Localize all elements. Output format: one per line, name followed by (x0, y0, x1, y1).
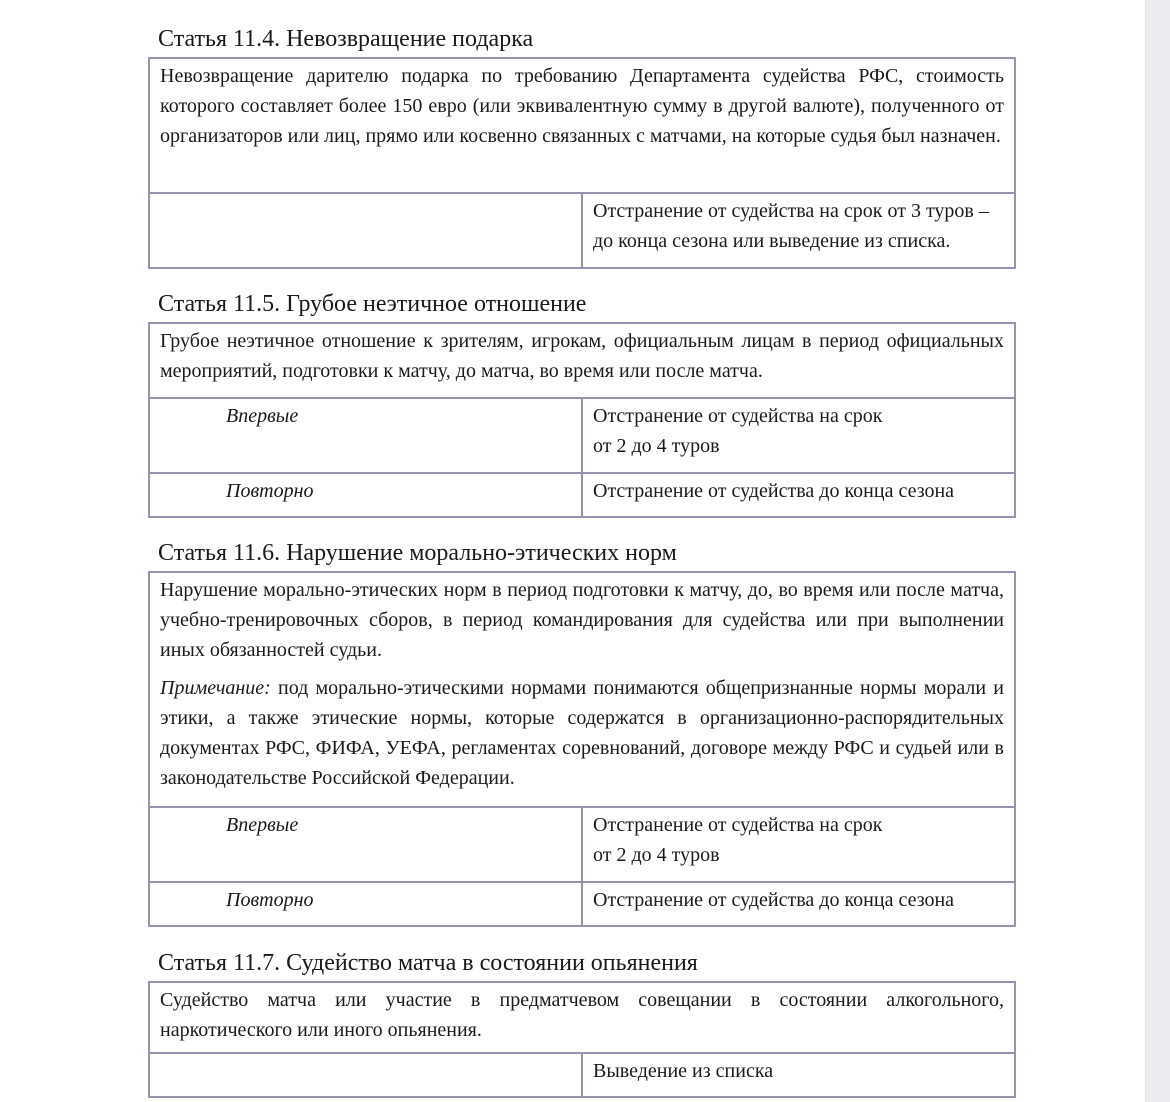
article-table (148, 322, 1016, 518)
condition-cell (149, 398, 582, 473)
condition-cell (149, 473, 582, 517)
article-title: Статья 11.4. Невозвращение подарка (158, 26, 534, 52)
condition-cell (149, 1053, 582, 1097)
sanction-cell (582, 398, 1015, 473)
penalty-row (149, 193, 1015, 268)
note-label: Примечание: (160, 677, 271, 699)
sanction-line: Отстранение от судейства на срок (593, 405, 883, 427)
page-gutter (1145, 0, 1170, 1102)
description-row (149, 58, 1015, 193)
sanction-cell: Отстранение от судейства до конца сезона (582, 473, 1015, 517)
penalty-row (149, 807, 1015, 882)
note-text: под морально-этическими нормами понимаются общепризнанные нормы морали и этики, а также этические нормы, которые содержатся в организационно-распорядительных документах РФС, ФИФА, УЕФА, регламентах соревнований, договоре между РФС и судьей или в законодательстве Российской Федерации. (160, 677, 1004, 789)
article-table (148, 981, 1016, 1098)
condition-cell (149, 193, 582, 268)
sanction-cell: Отстранение от судейства до конца сезона (582, 882, 1015, 926)
sanction-line: от 2 до 4 туров (593, 435, 720, 457)
article-title: Статья 11.6. Нарушение морально-этических норм (158, 540, 677, 566)
article-description-cell (149, 572, 1015, 807)
sanction-line: от 2 до 4 туров (593, 844, 720, 866)
penalty-row (149, 473, 1015, 517)
penalty-row (149, 398, 1015, 473)
sanction-cell: Отстранение от судейства на срок от 3 туров – до конца сезона или выведение из списка. (582, 193, 1015, 268)
condition-label: Повторно (226, 480, 314, 502)
condition-cell (149, 882, 582, 926)
article-description: Нарушение морально-этических норм в период подготовки к матчу, до, во время или после матча, учебно-тренировочных сборов, в период командирования для судейства или при выполнении иных обязанностей судьи. (160, 579, 1004, 661)
condition-label: Впервые (226, 814, 299, 836)
article-table (148, 57, 1016, 269)
sanction-cell: Выведение из списка (582, 1053, 1015, 1097)
article-description: Грубое неэтичное отношение к зрителям, игрокам, официальным лицам в период официальных мероприятий, подготовки к матчу, до матча, во время или после матча. (149, 323, 1015, 398)
condition-cell (149, 807, 582, 882)
sanction-cell (582, 807, 1015, 882)
description-row (149, 323, 1015, 398)
condition-label: Впервые (226, 405, 299, 427)
article-table (148, 571, 1016, 927)
article-title: Статья 11.5. Грубое неэтичное отношение (158, 291, 587, 317)
penalty-row (149, 1053, 1015, 1097)
article-description: Судейство матча или участие в предматчевом совещании в состоянии алкогольного, наркотического или иного опьянения. (149, 982, 1015, 1053)
penalty-row (149, 882, 1015, 926)
condition-label: Повторно (226, 889, 314, 911)
description-row (149, 982, 1015, 1053)
sanction-line: Отстранение от судейства на срок (593, 814, 883, 836)
description-row (149, 572, 1015, 807)
article-description: Невозвращение дарителю подарка по требованию Департамента судейства РФС, стоимость которого составляет более 150 евро (или эквивалентную сумму в другой валюте), полученного от организаторов или лиц, прямо или косвенно связанных с матчами, на которые судья был назначен. (149, 58, 1015, 193)
article-note (160, 673, 1004, 793)
article-title: Статья 11.7. Судейство матча в состоянии опьянения (158, 950, 698, 976)
